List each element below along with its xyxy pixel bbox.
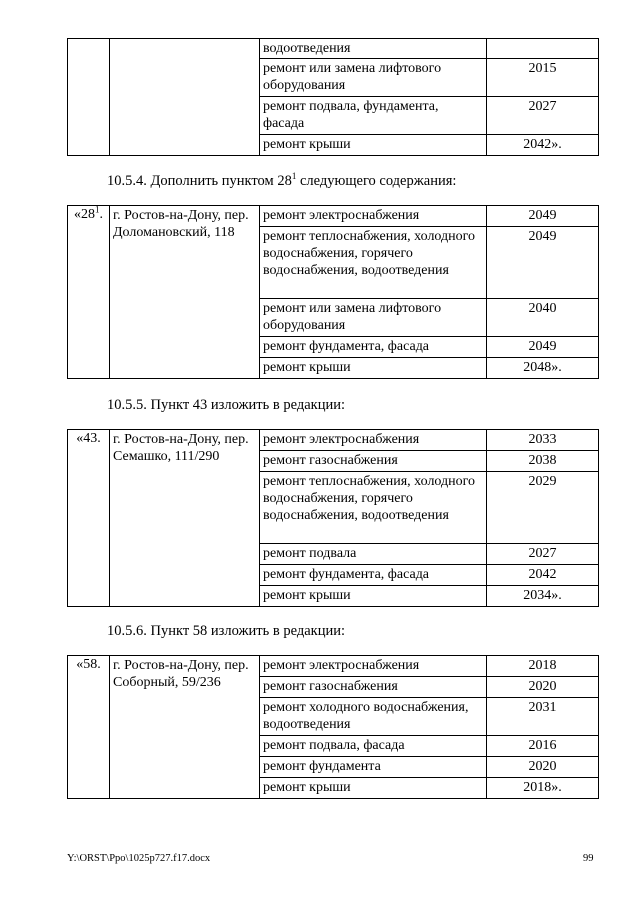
address-cell: г. Ростов-на-Дону, пер. Доломановский, 118	[110, 206, 260, 379]
year-cell: 2040	[487, 299, 599, 337]
work-cell: ремонт подвала, фундамента, фасада	[260, 97, 487, 135]
paragraph-text: следующего содержания:	[296, 173, 457, 189]
work-cell: ремонт газоснабжения	[260, 451, 487, 472]
year-cell: 2033	[487, 430, 599, 451]
paragraph-10-5-4	[107, 172, 456, 190]
work-cell: ремонт подвала, фасада	[260, 736, 487, 757]
year-cell: 2020	[487, 757, 599, 778]
work-cell: ремонт фундамента	[260, 757, 487, 778]
work-cell: ремонт электроснабжения	[260, 656, 487, 677]
year-cell: 2034».	[487, 586, 599, 607]
item-number: «28	[74, 207, 95, 222]
year-cell: 2015	[487, 59, 599, 97]
work-cell: ремонт крыши	[260, 586, 487, 607]
year-cell: 2018	[487, 656, 599, 677]
year-cell: 2049	[487, 227, 599, 299]
work-cell: ремонт крыши	[260, 135, 487, 156]
year-cell: 2042	[487, 565, 599, 586]
year-cell: 2038	[487, 451, 599, 472]
work-cell: ремонт фундамента, фасада	[260, 337, 487, 358]
table-row	[68, 430, 599, 451]
superscript: 1	[95, 204, 100, 215]
year-cell: 2031	[487, 698, 599, 736]
paragraph-text: 10.5.4. Дополнить пунктом 28	[107, 173, 292, 189]
year-cell: 2042».	[487, 135, 599, 156]
year-cell: 2027	[487, 544, 599, 565]
num-cell: «43.	[68, 430, 110, 607]
table-item-43	[67, 429, 599, 607]
table-item-28-1	[67, 205, 599, 379]
work-cell: ремонт электроснабжения	[260, 430, 487, 451]
year-cell: 2029	[487, 472, 599, 544]
work-cell: ремонт или замена лифтового оборудования	[260, 59, 487, 97]
address-cell	[110, 39, 260, 156]
work-cell: ремонт холодного водоснабжения, водоотведения	[260, 698, 487, 736]
table-item-58	[67, 655, 599, 799]
work-cell: ремонт теплоснабжения, холодного водоснабжения, горячего водоснабжения, водоотведения	[260, 227, 487, 299]
num-cell: «58.	[68, 656, 110, 799]
work-cell: ремонт подвала	[260, 544, 487, 565]
item-number-end: .	[99, 207, 103, 222]
paragraph-10-5-6: 10.5.6. Пункт 58 изложить в редакции:	[107, 623, 346, 639]
year-cell: 2016	[487, 736, 599, 757]
address-cell: г. Ростов-на-Дону, пер. Семашко, 111/290	[110, 430, 260, 607]
work-cell: ремонт электроснабжения	[260, 206, 487, 227]
table-continuation	[67, 38, 599, 156]
year-cell: 2020	[487, 677, 599, 698]
year-cell: 2027	[487, 97, 599, 135]
footer-page-number: 99	[583, 853, 594, 864]
work-cell: водоотведения	[260, 39, 487, 59]
year-cell: 2018».	[487, 778, 599, 799]
year-cell	[487, 39, 599, 59]
num-cell	[68, 206, 110, 379]
num-cell	[68, 39, 110, 156]
superscript: 1	[291, 171, 297, 182]
year-cell: 2049	[487, 337, 599, 358]
work-cell: ремонт газоснабжения	[260, 677, 487, 698]
year-cell: 2049	[487, 206, 599, 227]
address-cell: г. Ростов-на-Дону, пер. Соборный, 59/236	[110, 656, 260, 799]
table-row	[68, 39, 599, 59]
year-cell: 2048».	[487, 358, 599, 379]
footer-file-path: Y:\ORST\Ppo\1025p727.f17.docx	[67, 853, 211, 864]
table-row	[68, 206, 599, 227]
work-cell: ремонт теплоснабжения, холодного водоснабжения, горячего водоснабжения, водоотведения	[260, 472, 487, 544]
work-cell: ремонт фундамента, фасада	[260, 565, 487, 586]
work-cell: ремонт крыши	[260, 358, 487, 379]
work-cell: ремонт или замена лифтового оборудования	[260, 299, 487, 337]
paragraph-10-5-5: 10.5.5. Пункт 43 изложить в редакции:	[107, 397, 346, 413]
table-row	[68, 656, 599, 677]
work-cell: ремонт крыши	[260, 778, 487, 799]
